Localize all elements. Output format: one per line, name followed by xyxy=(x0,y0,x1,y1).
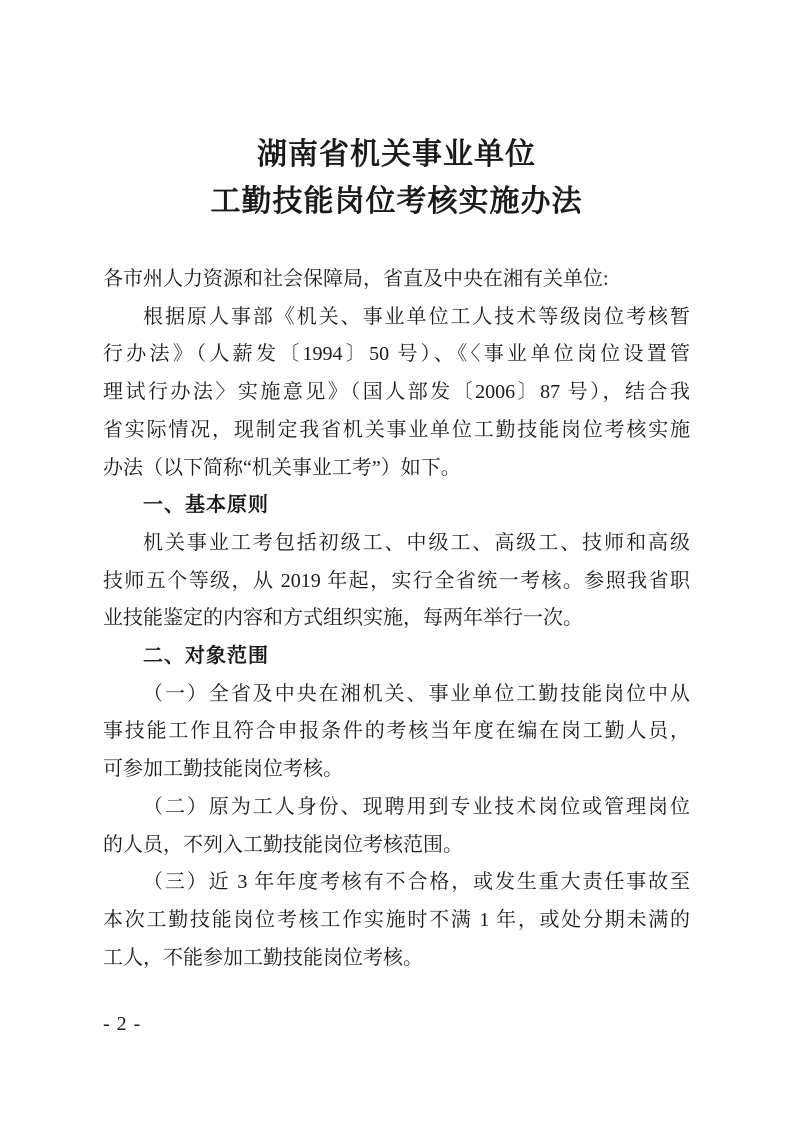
body-text-line: （一）全省及中央在湘机关、事业单位工勤技能岗位中从 xyxy=(143,682,690,705)
body-text-line: 工人，不能参加工勤技能岗位考核。 xyxy=(103,946,423,969)
body-text-line: 根据原人事部《机关、事业单位工人技术等级岗位考核暂 xyxy=(143,305,690,328)
body-text-line: 办法（以下简称“机关事业工考”）如下。 xyxy=(103,456,461,479)
document-body xyxy=(103,261,690,977)
document-title xyxy=(0,131,793,225)
body-text-line: 的人员，不列入工勤技能岗位考核范围。 xyxy=(103,833,463,856)
section-2-heading: 二、对象范围 xyxy=(143,645,269,668)
body-text-line: 本次工勤技能岗位考核工作实施时不满 1 年，或处分期未满的 xyxy=(103,908,690,931)
salutation-line: 各市州人力资源和社会保障局，省直及中央在湘有关单位: xyxy=(103,268,609,290)
body-text-line: 事技能工作且符合申报条件的考核当年度在编在岗工勤人员， xyxy=(103,720,690,743)
body-text-line: （三）近 3 年年度考核有不合格，或发生重大责任事故至 xyxy=(143,871,690,894)
body-text-line: 行办法》（人薪发〔1994〕50 号）、《〈事业单位岗位设置管 xyxy=(103,343,690,366)
document-title-line-1: 湖南省机关事业单位 xyxy=(257,138,536,171)
body-text-line: 理试行办法〉实施意见》（国人部发〔2006〕87 号），结合我 xyxy=(103,381,690,404)
section-1-heading: 一、基本原则 xyxy=(143,494,269,517)
body-text-line: （二）原为工人身份、现聘用到专业技术岗位或管理岗位 xyxy=(143,795,690,818)
page-number: - 2 - xyxy=(103,1013,142,1035)
body-text-line: 可参加工勤技能岗位考核。 xyxy=(103,758,343,781)
body-text-line: 省实际情况，现制定我省机关事业单位工勤技能岗位考核实施 xyxy=(103,418,690,441)
document-title-line-2: 工勤技能岗位考核实施办法 xyxy=(210,185,583,218)
body-text-line: 业技能鉴定的内容和方式组织实施，每两年举行一次。 xyxy=(103,607,583,630)
body-text-line: 机关事业工考包括初级工、中级工、高级工、技师和高级 xyxy=(143,531,690,554)
body-text-line: 技师五个等级，从 2019 年起，实行全省统一考核。参照我省职 xyxy=(103,569,690,592)
